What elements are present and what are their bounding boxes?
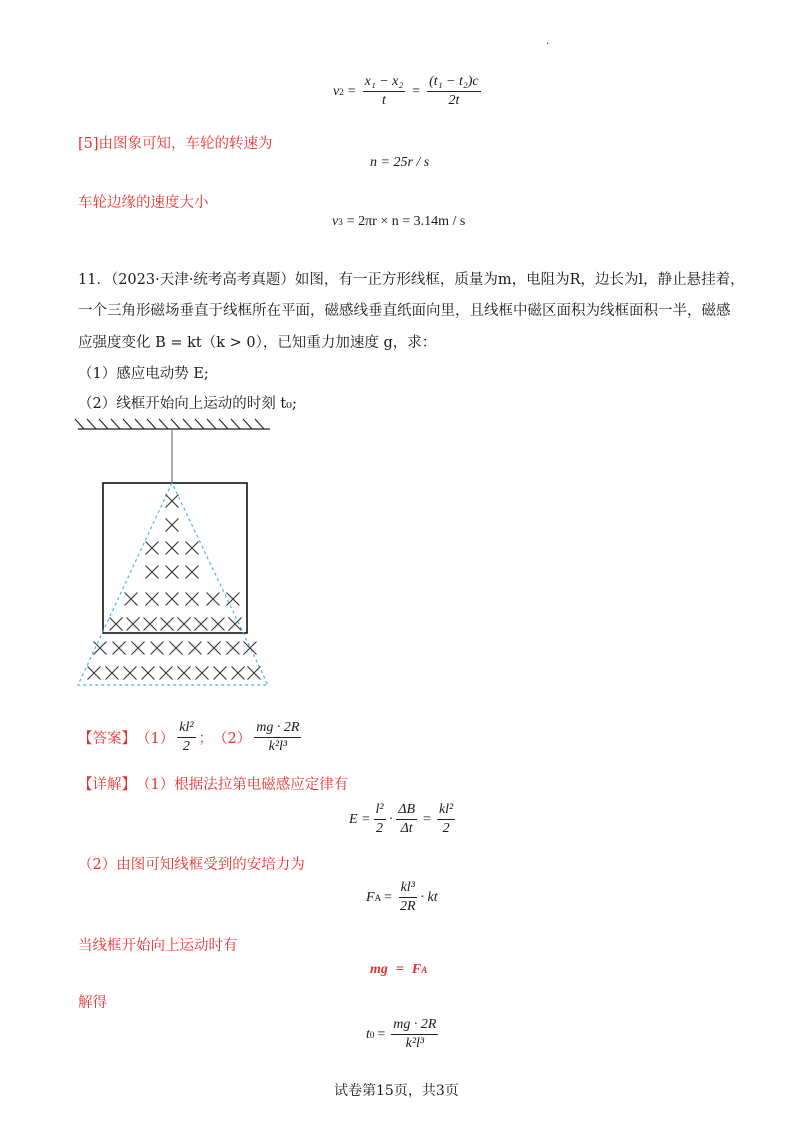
field-cross — [127, 618, 140, 631]
field-cross — [166, 495, 179, 508]
field-cross — [232, 667, 245, 680]
field-cross — [186, 542, 199, 555]
q11-line1: 11．（2023·天津·统考高考真题）如图，有一正方形线框，质量为m，电阻为R，边长为l，静止悬挂着， — [78, 272, 745, 288]
field-cross — [207, 593, 220, 606]
hatch-line — [255, 419, 264, 429]
edge-speed-text: 车轮边缘的速度大小 — [78, 195, 209, 211]
field-cross — [146, 593, 159, 606]
emf-frac3-num: kl² — [437, 802, 455, 820]
field-cross — [144, 618, 157, 631]
emf-frac2-num: ΔB — [396, 802, 417, 820]
field-cross — [178, 618, 191, 631]
hatch-line — [159, 419, 168, 429]
t0-frac-num: mg · 2R — [391, 1017, 438, 1035]
hatch-line — [195, 419, 204, 429]
t0-frac — [391, 1017, 438, 1052]
force-lhs-sub: A — [374, 892, 382, 903]
square-loop — [103, 483, 247, 633]
page-mark: . — [546, 36, 550, 47]
field-cross — [248, 667, 261, 680]
loop-diagram — [70, 415, 290, 695]
v2-frac1-num: x₁ − x₂ — [363, 74, 406, 92]
hatch-line — [171, 419, 180, 429]
emf-frac3 — [437, 802, 455, 837]
balance-rhs: F — [411, 962, 422, 977]
answer2-den: k²l³ — [268, 739, 288, 754]
balance-lhs: mg — [370, 962, 388, 977]
q11-line2: 一个三角形磁场垂直于线框所在平面，磁感线垂直纸面向里，且线框中磁区面积为线框面积一半，磁感 — [78, 303, 731, 319]
field-cross — [189, 642, 202, 655]
field-cross — [161, 618, 174, 631]
hatch-line — [207, 419, 216, 429]
detail-text2: （2）由图可知线框受到的安培力为 — [78, 857, 305, 873]
force-tail: · kt — [420, 889, 438, 905]
equation-v3 — [332, 214, 465, 230]
equation-t0 — [366, 1017, 441, 1052]
step5-text: [5]由图象可知，车轮的转速为 — [78, 136, 273, 152]
emf-frac2 — [396, 802, 417, 837]
emf-eq: = — [423, 811, 431, 827]
q11-sub1: （1）感应电动势 E; — [78, 366, 209, 382]
detail-text1: （1）根据法拉第电磁感应定律有 — [136, 777, 349, 793]
field-cross — [195, 618, 208, 631]
t0-eq: = — [377, 1026, 386, 1042]
answer1-frac — [177, 720, 195, 755]
field-cross — [88, 667, 101, 680]
field-cross — [166, 519, 179, 532]
field-cross — [227, 642, 240, 655]
hatch-line — [123, 419, 132, 429]
force-frac-den: 2R — [399, 899, 416, 914]
field-cross — [124, 667, 137, 680]
equation-v2 — [333, 74, 484, 109]
v3-lhs-sub: 3 — [338, 217, 343, 227]
field-cross — [170, 642, 183, 655]
force-frac-num: kl³ — [399, 880, 417, 898]
emf-frac2-den: Δt — [400, 821, 413, 836]
hatch-line — [147, 419, 156, 429]
field-cross — [208, 642, 221, 655]
emf-frac1 — [374, 802, 386, 837]
field-cross — [166, 542, 179, 555]
hatch-line — [231, 419, 240, 429]
field-cross — [125, 593, 138, 606]
field-crosses — [88, 495, 261, 680]
hatch-line — [99, 419, 108, 429]
t0-lhs-sub: 0 — [369, 1029, 375, 1040]
field-cross — [244, 642, 257, 655]
emf-frac1-den: 2 — [376, 821, 384, 836]
hatch-line — [219, 419, 228, 429]
equation-balance — [370, 962, 427, 978]
answer-tag: 【答案】 — [78, 731, 136, 747]
field-cross — [106, 667, 119, 680]
field-cross — [214, 667, 227, 680]
field-cross — [212, 618, 225, 631]
v3-lhs: v — [332, 214, 339, 229]
answer-sep: ； — [198, 731, 214, 747]
field-cross — [166, 593, 179, 606]
field-cross — [178, 667, 191, 680]
hatch-line — [243, 419, 252, 429]
hatch-line — [87, 419, 96, 429]
hatch-line — [183, 419, 192, 429]
q11-sub2: （2）线框开始向上运动的时刻 t₀; — [78, 396, 297, 412]
field-cross — [166, 566, 179, 579]
v2-frac2-num: (t₁ − t₂)c — [427, 74, 481, 92]
hatch-line — [111, 419, 120, 429]
force-frac — [398, 880, 418, 915]
field-cross — [146, 566, 159, 579]
v2-frac2 — [427, 74, 481, 109]
equation-ampere-force — [366, 880, 438, 915]
answer2-frac — [254, 720, 301, 755]
detail-text3: 当线框开始向上运动时有 — [78, 938, 238, 954]
answer-part2: （2） — [213, 731, 252, 747]
balance-eq: = — [395, 962, 404, 977]
t0-lhs: t — [366, 1026, 370, 1042]
ceiling-hatch — [75, 419, 264, 429]
emf-lhs: E = — [349, 811, 371, 827]
q11-line3: 应强度变化 B = kt（k > 0），已知重力加速度 g，求： — [78, 335, 437, 351]
answer-row — [78, 720, 304, 755]
force-lhs: F — [366, 889, 375, 905]
detail-row1 — [78, 773, 348, 794]
field-cross — [186, 593, 199, 606]
t0-frac-den: k²l³ — [405, 1036, 425, 1051]
v2-lhs-sub: 2 — [339, 86, 344, 97]
balance-rhs-sub: A — [421, 965, 428, 975]
magnetic-field-region — [78, 483, 268, 685]
v3-rhs: = 2πr × n = 3.14m / s — [346, 214, 466, 229]
field-cross — [186, 566, 199, 579]
field-cross — [146, 542, 159, 555]
emf-frac1-num: l² — [374, 802, 386, 820]
v2-frac1-den: t — [381, 93, 386, 108]
hatch-line — [135, 419, 144, 429]
answer-part1: （1） — [136, 731, 175, 747]
field-cross — [160, 667, 173, 680]
hatch-line — [75, 419, 84, 429]
emf-frac3-den: 2 — [442, 821, 450, 836]
field-cross — [227, 593, 240, 606]
detail-text4: 解得 — [78, 995, 107, 1011]
v2-eq2: = — [412, 83, 421, 99]
equation-emf — [349, 802, 458, 837]
answer1-num: kl² — [177, 720, 195, 738]
page-footer: 试卷第15页，共3页 — [334, 1083, 459, 1099]
v2-frac2-den: 2t — [448, 93, 460, 108]
answer2-num: mg · 2R — [254, 720, 301, 738]
answer1-den: 2 — [182, 739, 190, 754]
v2-lhs: v — [333, 83, 340, 99]
v2-eq1: = — [347, 83, 356, 99]
force-eq: = — [384, 889, 392, 905]
field-cross — [142, 667, 155, 680]
detail-tag: 【详解】 — [78, 777, 136, 793]
v2-frac1 — [363, 74, 406, 109]
emf-dot: · — [388, 811, 394, 827]
equation-n: n = 25r / s — [370, 155, 430, 170]
field-cross — [113, 642, 126, 655]
field-cross — [196, 667, 209, 680]
field-cross — [132, 642, 145, 655]
field-cross — [151, 642, 164, 655]
field-cross — [110, 618, 123, 631]
